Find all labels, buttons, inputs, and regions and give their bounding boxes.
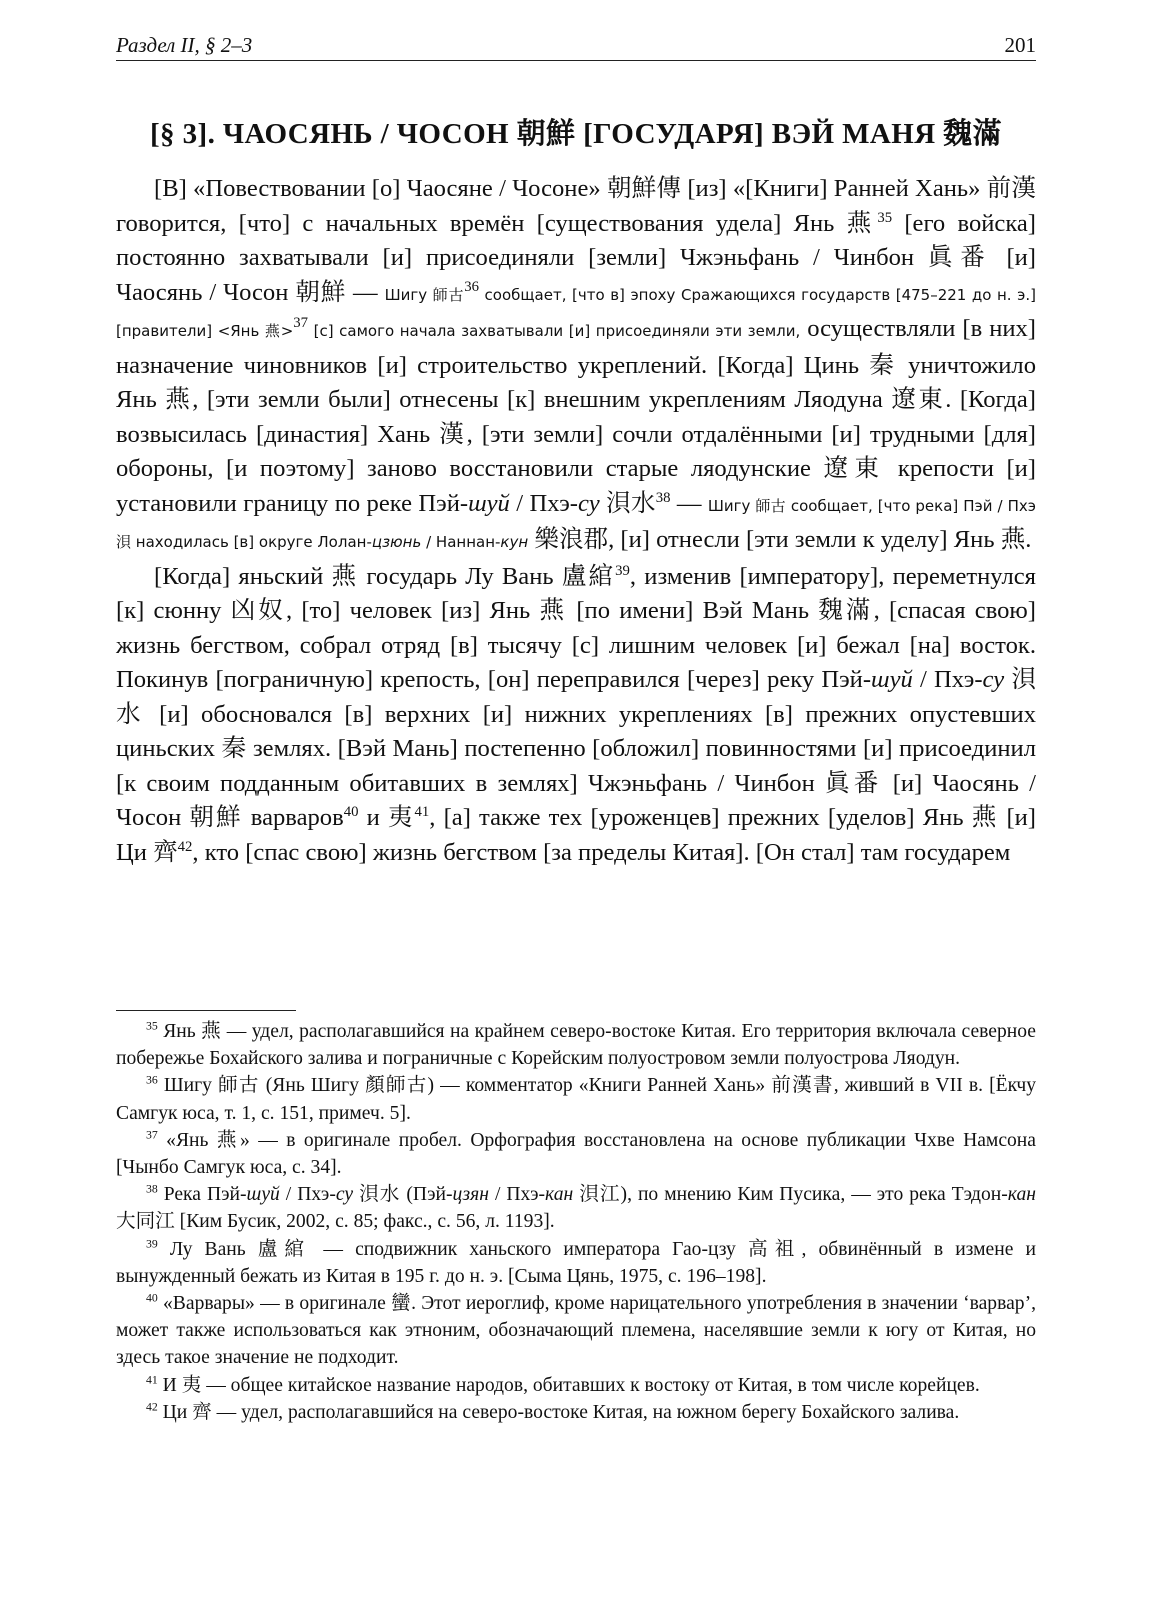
text-run: / Пхэ- — [912, 666, 983, 693]
page-number: 201 — [1004, 33, 1036, 57]
footnote-text: Река Пэй- — [157, 1184, 247, 1206]
text-run: осуществляли [в них] назначение чиновников [и] строительство укреплений. [Когда] Цинь 秦 уничтожило Янь 燕, [эти земли были] отнесены [к] внешним укреплениям Ляодуна 遼東. [Когда] возвысилась [династия] Хань 漢, [эти земли] сочли отдалёнными [и] трудными [для] обороны, [и поэтому] заново восстановили старые ляодунские 遼東 крепости [и] установили границу по реке Пэй- — [116, 315, 1037, 517]
footnote-ref: 42 — [177, 838, 193, 855]
footnote-text: Ци 齊 — удел, располагавшийся на северо-востоке Китая, на южном берегу Бохайского залива. — [157, 1401, 960, 1423]
footnote-italic: су — [335, 1184, 354, 1206]
footnote-text: И 夷 — общее китайское название народов, обитавших к востоку от Китая, в том числе корейцев. — [157, 1374, 980, 1396]
commentary-run: [с] самого начала захватывали [и] присоединяли эти земли, — [308, 322, 801, 340]
text-run: [В] «Повествовании [о] Чаосяне / Чосоне» 朝鮮傳 [из] «[Книги] Ранней Хань» 前漢 говорится, [что] с начальных времён [существования удела] Янь 燕 — [116, 175, 1036, 237]
commentary-italic: цзюнь — [371, 533, 422, 551]
commentary-run: Шигу 師古 сообщает, [что река] Пэй / Пхэ 浿 находилась [в] округе Лолан- — [116, 496, 1036, 551]
footnote-text: / Пхэ- — [489, 1184, 546, 1206]
text-italic: су — [577, 489, 600, 517]
footnote-36 — [116, 1072, 1036, 1126]
footnote-35 — [116, 1018, 1036, 1072]
text-run: [Когда] яньский 燕 государь Лу Вань 盧綰 — [154, 562, 616, 590]
running-head — [116, 30, 1036, 61]
footnote-ref: 37 — [293, 314, 309, 331]
footnote-separator — [116, 1010, 296, 1011]
commentary-italic: кун — [500, 533, 529, 551]
footnote-text: Шигу 師古 (Янь Шигу 顏師古) — комментатор «Книги Ранней Хань» 前漢書, живший в VII в. [Ёкчу Самгук юса, т. 1, с. 151, примеч. 5]. — [116, 1075, 1036, 1124]
footnote-text: «Янь 燕» — в оригинале пробел. Орфография восстановлена на основе публикации Чхве Намсона [Чынбо Самгук юса, с. 34]. — [116, 1129, 1036, 1179]
footnote-ref: 38 — [655, 489, 671, 506]
text-run: / Пхэ- — [509, 489, 578, 517]
footnote-text: «Варвары» — в оригинале 蠻. Этот иероглиф, кроме нарицательного употребления в значении ‘варвар’, может также использоваться как этноним, обозначающий племена, населявшие земли к югу от Китая, но здесь такое значение не подходит. — [116, 1293, 1036, 1369]
text-run: 樂浪郡, [и] отнесли [эти земли к уделу] Янь 燕. — [528, 526, 1032, 553]
footnote-40 — [116, 1290, 1036, 1372]
footnote-41 — [116, 1372, 1036, 1399]
footnote-number: 41 — [146, 1373, 158, 1387]
footnote-number: 35 — [146, 1019, 158, 1033]
footnote-39 — [116, 1236, 1036, 1290]
main-text — [116, 172, 1036, 870]
commentary-run: сообщает, [что в] эпоху Сражающихся государств [475–221 до н. э.] [правители] <Янь 燕> — [116, 285, 1036, 340]
footnote-italic: цзян — [452, 1184, 490, 1206]
footnote-number: 42 — [146, 1400, 158, 1414]
text-italic: шуй — [871, 666, 913, 693]
section-heading: [§ 3]. ЧАОСЯНЬ / ЧОСОН 朝鮮 [ГОСУДАРЯ] ВЭЙ МАНЯ 魏滿 — [150, 118, 1002, 150]
footnote-italic: кан — [545, 1184, 574, 1206]
footnote-text: Янь 燕 — удел, располагавшийся на крайнем северо-востоке Китая. Его территория включала северное побережье Бохайского залива и пограничные с Корейским полуостровом земли полуострова Ляодун. — [116, 1021, 1036, 1070]
paragraph — [116, 560, 1036, 871]
footnote-number: 37 — [146, 1128, 158, 1142]
footnote-ref: 39 — [615, 562, 630, 579]
footnote-number: 36 — [146, 1073, 158, 1087]
footnote-ref: 36 — [464, 278, 479, 295]
text-italic: шуй — [468, 489, 510, 517]
text-run: 浿水 — [599, 489, 656, 517]
footnote-number: 38 — [146, 1182, 158, 1196]
text-run: , [а] также тех [уроженцев] прежних [уделов] Янь 燕 [и] Ци 齊 — [116, 804, 1036, 866]
footnote-text: 大同江 [Ким Бусик, 2002, с. 85; факс., с. 56, л. 1193]. — [116, 1211, 555, 1233]
footnote-ref: 41 — [414, 803, 430, 820]
footnote-number: 39 — [146, 1237, 158, 1251]
footnote-ref: 40 — [343, 803, 359, 820]
footnote-italic: кан — [1007, 1184, 1036, 1206]
text-run: , кто [спас свою] жизнь бегством [за пределы Китая]. [Он стал] там государем — [192, 838, 1011, 866]
text-run: , изменив [императору], переметнулся [к] сюнну 凶奴, [то] человек [из] Янь 燕 [по имени] Вэй Мань 魏滿, [спасая свою] жизнь бегством, собрал отряд [в] тысячу [с] лишним человек [и] бежал [на] восток. Покинув [пограничную] крепость, [он] переправился [через] реку Пэй- — [116, 562, 1036, 693]
footnote-text: 浿水 (Пэй- — [353, 1184, 453, 1206]
text-run: [его войска] постоянно захватывали [и] присоединяли [земли] Чжэньфань / Чинбон 眞番 [и] Чаосянь / Чосон 朝鮮 — — [116, 209, 1036, 306]
running-head-section: Раздел II, § 2–3 — [116, 33, 253, 57]
footnote-text: Лу Вань 盧綰 — сподвижник ханьского императора Гао-цзу 高祖, обвинённый в измене и вынужденный бежать из Китая в 195 г. до н. э. [Сыма Цянь, 1975, с. 196–198]. — [116, 1238, 1036, 1287]
commentary-run: / Наннан- — [421, 533, 501, 551]
text-run: и 夷 — [358, 804, 415, 831]
footnote-38 — [116, 1181, 1036, 1235]
footnote-42 — [116, 1399, 1036, 1426]
paragraph — [116, 172, 1036, 560]
footnote-italic: шуй — [246, 1184, 280, 1206]
footnote-ref: 35 — [877, 209, 893, 226]
text-run: — — [670, 489, 708, 517]
footnote-text: / Пхэ- — [279, 1184, 336, 1206]
commentary-run: Шигу 師古 — [384, 285, 465, 304]
text-run: 浿水 [и] обосновался [в] верхних [и] нижних укреплениях [в] прежних опустевших циньских 秦 землях. [Вэй Мань] постепенно [обложил] повинностями [и] присоединил [к своим подданным обитавших в землях] Чжэньфань / Чинбон 眞番 [и] Чаосянь / Чосон 朝鮮 варваров — [116, 666, 1036, 831]
text-italic: су — [982, 666, 1005, 693]
footnotes — [116, 1018, 1036, 1426]
footnote-37 — [116, 1127, 1036, 1181]
footnote-number: 40 — [146, 1291, 158, 1305]
footnote-text: 浿江), по мнению Ким Пусика, — это река Тэдон- — [573, 1184, 1008, 1206]
